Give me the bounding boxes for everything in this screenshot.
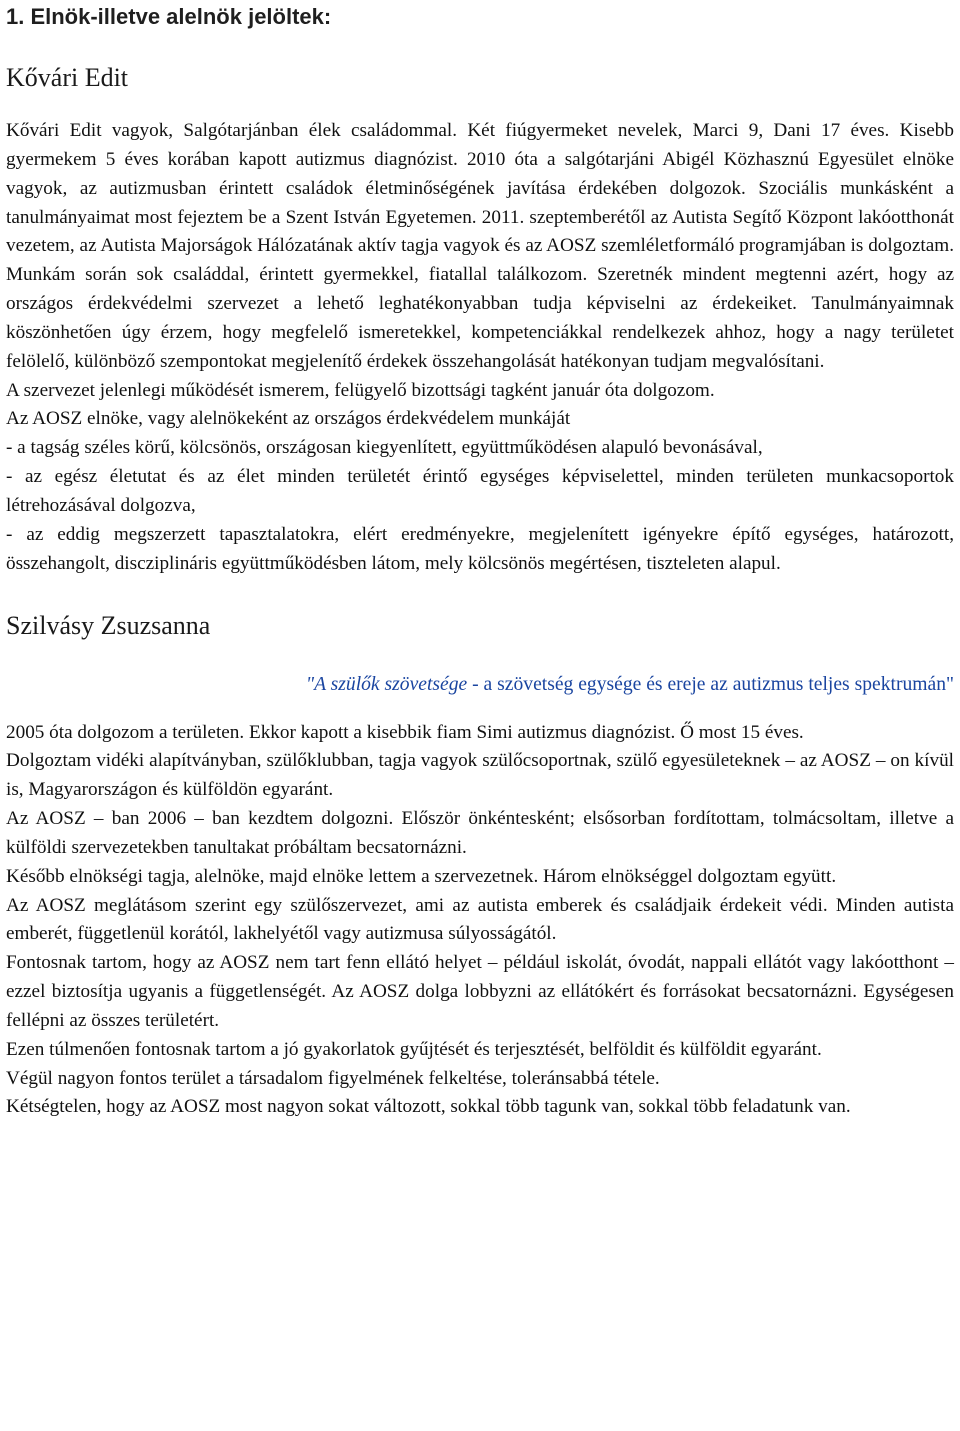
bio-list-item: - az egész életutat és az élet minden területét érintő egységes képviselettel, minden területen munkacsoportok létrehozásával dolgozva, [6,466,954,516]
section-heading: 1. Elnök-illetve alelnök jelöltek: [6,4,332,29]
candidate-name-szilvasy: Szilvásy Zsuzsanna [6,610,211,640]
candidate-name-kovari: Kővári Edit [6,63,129,92]
motto-rest-part: - a szövetség egysége és ereje az autizmus teljes spektrumán" [467,673,954,695]
bio-paragraph: Az AOSZ elnöke, vagy alelnökeként az országos érdekvédelem munkáját [6,408,571,430]
bio-paragraph: Kétségtelen, hogy az AOSZ most nagyon sokat változott, sokkal több tagunk van, sokkal több feladatunk van. [6,1096,851,1118]
bio-paragraph: Fontosnak tartom, hogy az AOSZ nem tart fenn ellátó helyet – például iskolát, óvodát, nappali ellátót vagy lakóotthont – ezzel biztosítja ugyanis a függetlenségét. Az AOSZ dolga lobbyzni az ellátókért és forrásokat becsatornázni. Egységesen fellépni az összes területért. [6,952,954,1031]
bio-paragraph: Az AOSZ meglátásom szerint egy szülőszervezet, ami az autista emberek és családjaik érdekeit védi. Minden autista emberét, függetlenül korától, lakhelyétől vagy autizmusa súlyosságától. [6,894,954,945]
bio-paragraph: 2005 óta dolgozom a területen. Ekkor kapott a kisebbik fiam Simi autizmus diagnózist. Ő most 15 éves. [6,721,804,743]
candidate-bio-szilvasy [6,719,954,1123]
bio-paragraph: Később elnökségi tagja, alelnöke, majd elnöke lettem a szervezetnek. Három elnökséggel dolgoztam együtt. [6,865,837,887]
bio-paragraph: Ezen túlmenően fontosnak tartom a jó gyakorlatok gyűjtését és terjesztését, belföldit és külföldit egyaránt. [6,1038,822,1060]
candidate-motto [6,671,954,699]
bio-paragraph: Végül nagyon fontos terület a társadalom figyelmének felkeltése, toleránsabbá tétele. [6,1067,660,1089]
bio-list-item: - a tagság széles körű, kölcsönös, országosan kiegyenlített, együttműködésen alapuló bevonásával, [6,437,763,459]
bio-list-item: - az eddig megszerzett tapasztalatokra, elért eredményekre, megjelenített igényekre építő egységes, határozott, összehangolt, discziplináris együttműködésben látom, mely kölcsönös megértésen, tiszteleten alapul. [6,523,954,574]
motto-italic-part: "A szülők szövetsége [305,673,468,695]
bio-paragraph: Az AOSZ – ban 2006 – ban kezdtem dolgozni. Először önkéntesként; elsősorban fordítottam, tolmácsoltam, illetve a külföldi szervezetekben tanultakat próbáltam becsatornázni. [6,808,954,858]
candidate-bio-kovari [6,117,954,579]
bio-paragraph: A szervezet jelenlegi működését ismerem, felügyelő bizottsági tagként január óta dolgozom. [6,379,715,401]
bio-paragraph: Kővári Edit vagyok, Salgótarjánban élek családommal. Két fiúgyermeket nevelek, Marci 9, Dani 17 éves. Kisebb gyermekem 5 éves korában kapott autizmus diagnózist. 2010 óta a salgótarjáni Abigél Közhasznú Egyesület elnöke vagyok, az autizmusban érintett családok életminőségének javítása érdekében dolgozok. Szociális munkásként a tanulmányaimat most fejeztem be a Szent István Egyetemen. 2011. szeptemberétől az Autista Segítő Központ lakóotthonát vezetem, az Autista Majorságok Hálózatának aktív tagja vagyok és az AOSZ szemléletformáló programjában is dolgoztam. Munkám során sok családdal, érintett gyermekkel, fiatallal találkozom. Szeretnék mindent megtenni azért, hogy az országos érdekvédelmi szervezet a lehető leghatékonyabban tudja képviselni az érdekeiket. Tanulmányaimnak köszönhetően úgy érzem, hogy megfelelő ismeretekkel, kompetenciákkal rendelkezek ahhoz, hogy a nagy területet felölelő, különböző szempontokat megjelenítő érdekek összehangolását hatékonyan tudjam megvalósítani. [6,120,954,372]
bio-paragraph: Dolgoztam vidéki alapítványban, szülőklubban, tagja vagyok szülőcsoportnak, szülő egyesületeknek – az AOSZ – on kívül is, Magyarországon és külföldön egyaránt. [6,750,954,801]
